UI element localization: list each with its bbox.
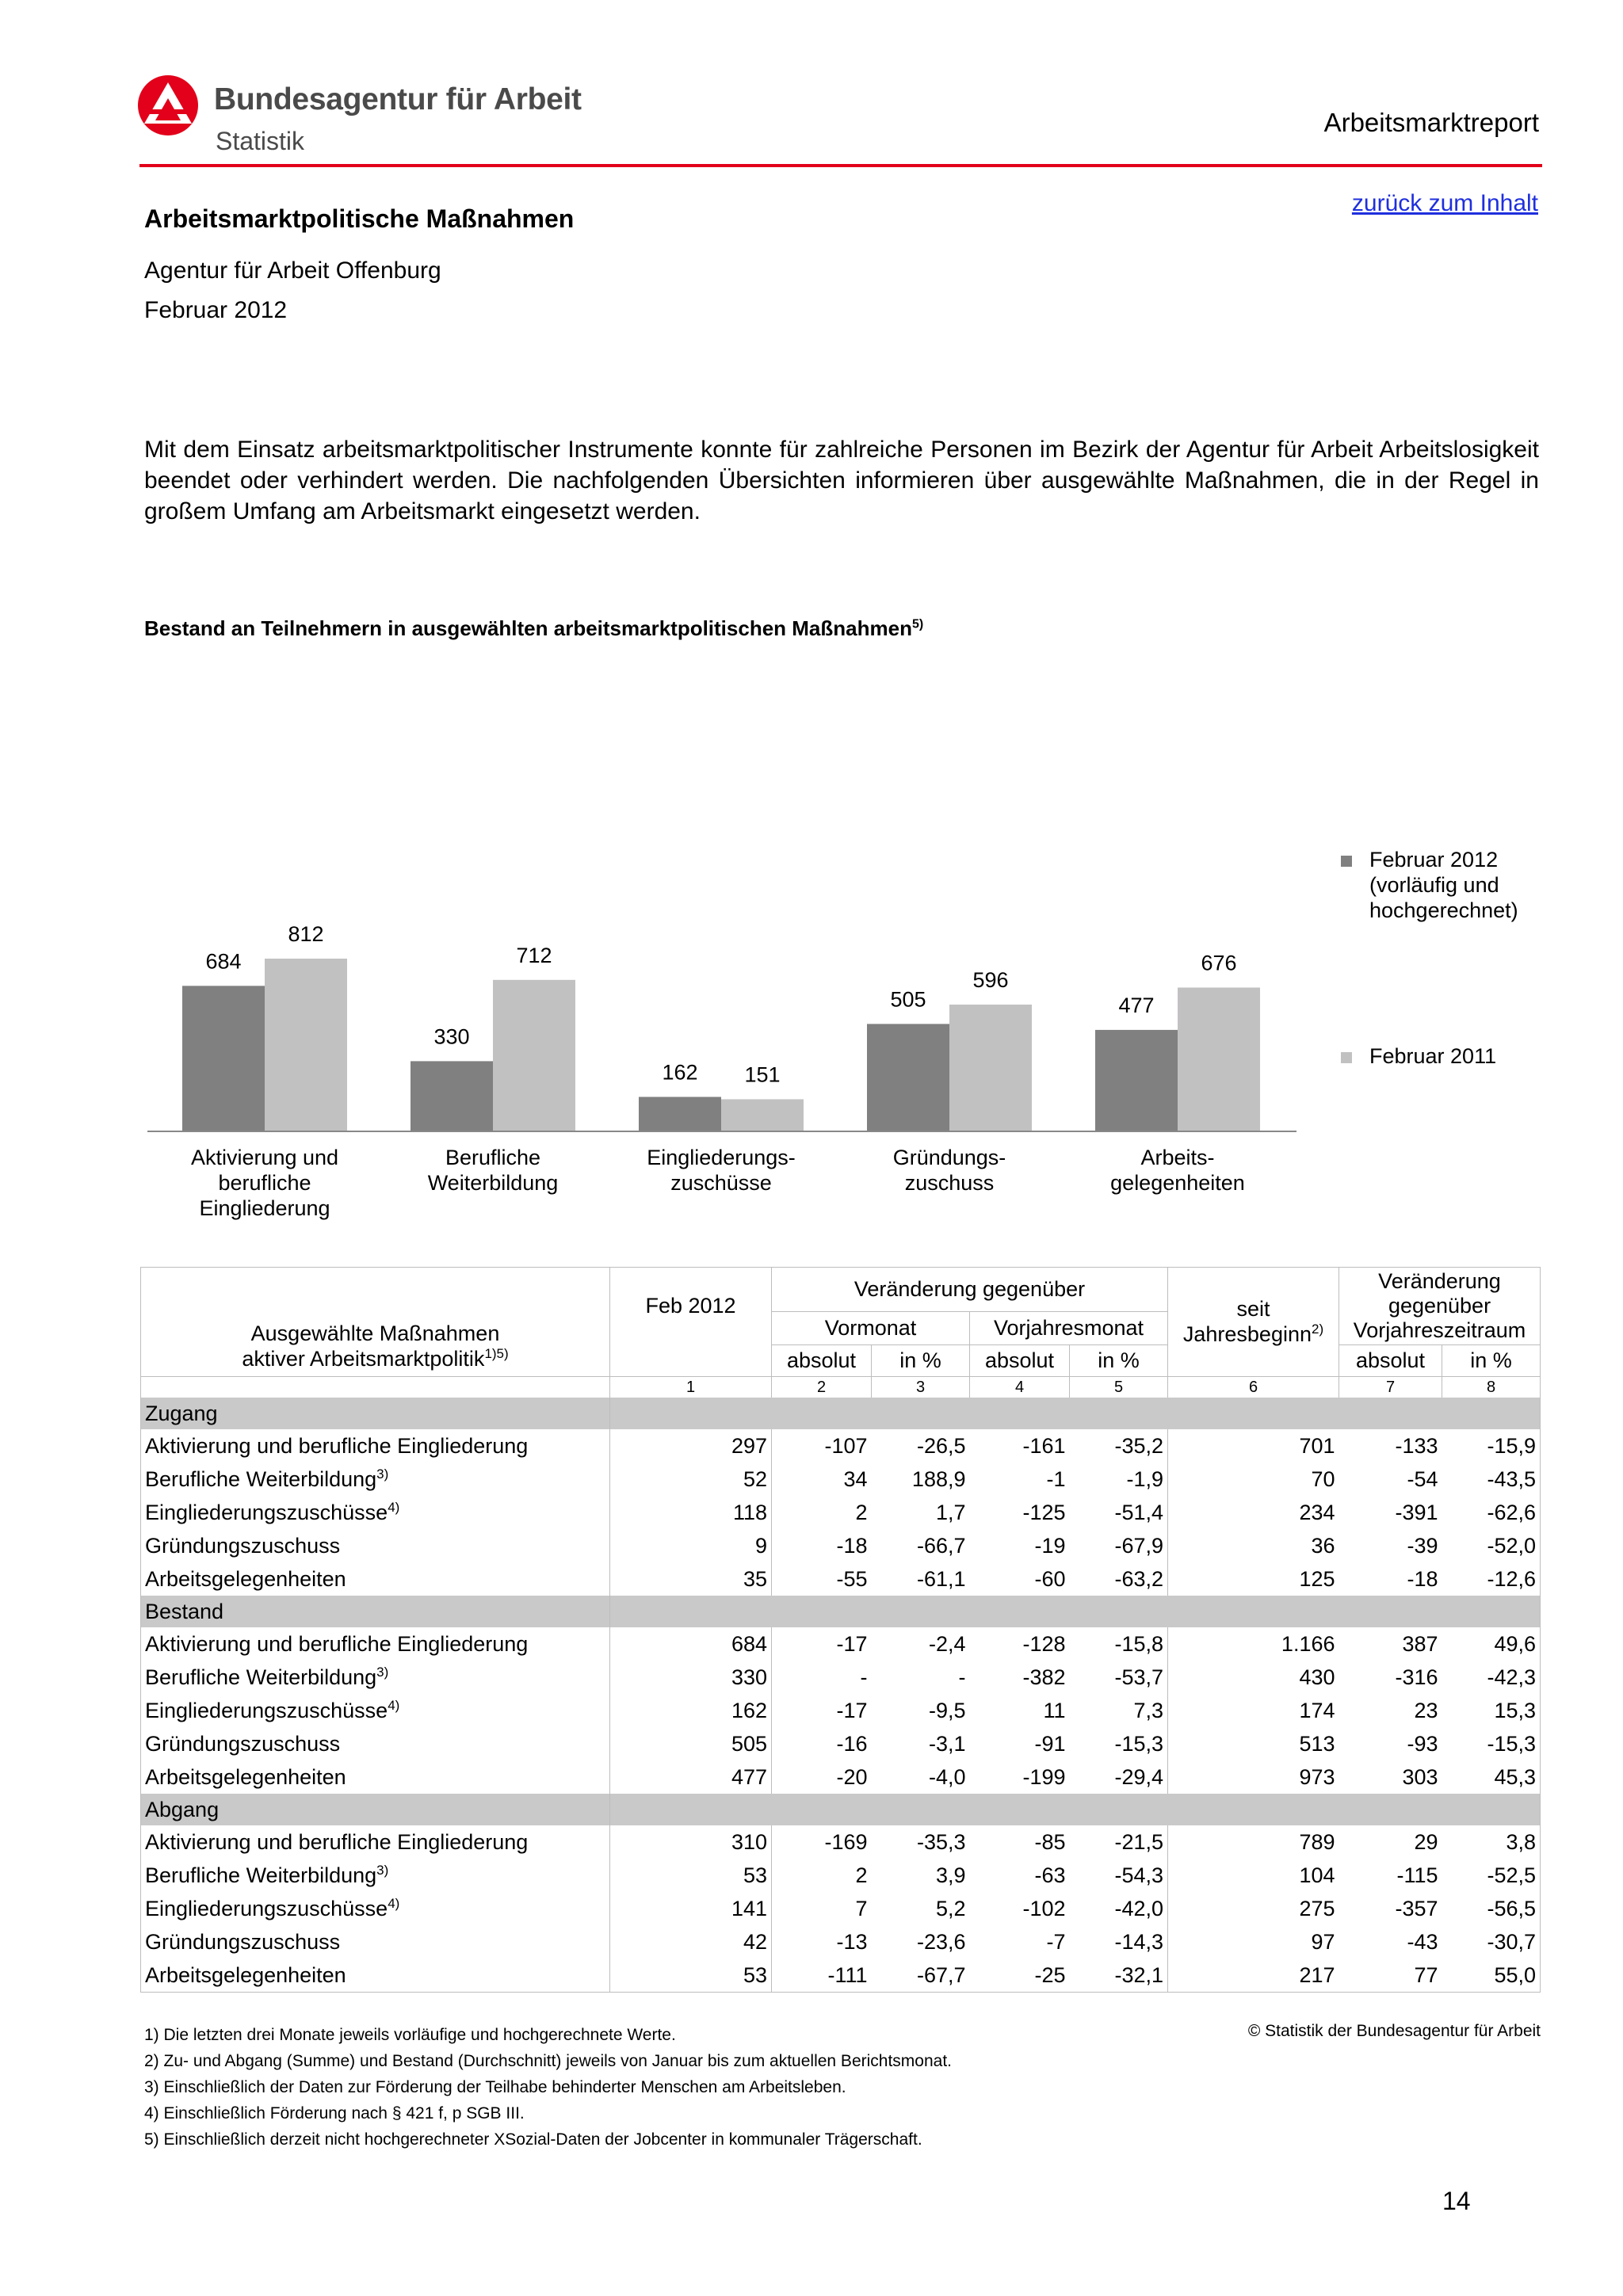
table-cell: -2,4 bbox=[928, 1631, 966, 1656]
table-cell: 973 bbox=[1168, 1760, 1339, 1794]
page-title: Arbeitsmarktpolitische Maßnahmen bbox=[144, 204, 575, 233]
table-cell: 53 bbox=[610, 1859, 772, 1892]
table-cell: 3,9 bbox=[935, 1863, 966, 1887]
table-cell: 234 bbox=[1168, 1496, 1339, 1529]
table-cell: -67,7 bbox=[872, 1958, 970, 1993]
table-cell: 34 bbox=[772, 1463, 872, 1496]
table-cell: -21,5 bbox=[1114, 1829, 1163, 1854]
table-row bbox=[141, 1661, 1541, 1694]
table-cell: 275 bbox=[1168, 1892, 1339, 1925]
table-cell: 36 bbox=[1168, 1529, 1339, 1562]
table-cell: 55,0 bbox=[1442, 1958, 1541, 1993]
bar-chart bbox=[0, 713, 1623, 1244]
bar-value-label: 712 bbox=[516, 943, 552, 967]
table-cell: 1,7 bbox=[935, 1500, 966, 1524]
bar-value-label: 477 bbox=[1118, 993, 1155, 1017]
table-cell: 49,6 bbox=[1442, 1627, 1541, 1661]
table-cell: 2 bbox=[772, 1496, 872, 1529]
header-measures-sup: 1)5) bbox=[484, 1346, 509, 1362]
table-cell: 297 bbox=[610, 1429, 772, 1463]
table-cell: -35,2 bbox=[1114, 1433, 1163, 1458]
header-pyp-line3: Vorjahreszeitraum bbox=[1353, 1318, 1526, 1343]
header-since-year-start bbox=[1168, 1268, 1339, 1377]
category-label: zuschüsse bbox=[670, 1171, 772, 1195]
table-cell: -52,5 bbox=[1442, 1859, 1541, 1892]
table-cell: 162 bbox=[610, 1694, 772, 1727]
table-cell: -316 bbox=[1395, 1665, 1438, 1689]
table-cell: -199 bbox=[1022, 1764, 1066, 1789]
table-row bbox=[141, 1825, 1541, 1859]
table-cell: -26,5 bbox=[916, 1433, 966, 1458]
table-body bbox=[141, 1398, 1541, 1993]
legend-label: (vorläufig und bbox=[1369, 873, 1499, 897]
row-label-text: Berufliche Weiterbildung bbox=[145, 1467, 377, 1491]
row-label-text: Gründungszuschuss bbox=[145, 1534, 341, 1558]
footnotes bbox=[144, 2022, 952, 2153]
table-cell: -7 bbox=[1046, 1929, 1066, 1954]
footnote: 5) Einschließlich derzeit nicht hochgerechneter XSozial-Daten der Jobcenter in kommunaler Trägerschaft. bbox=[144, 2130, 922, 2149]
chart-title-footnote: 5) bbox=[911, 617, 924, 631]
table-cell: 217 bbox=[1168, 1958, 1339, 1993]
bar-value-label: 162 bbox=[662, 1060, 698, 1085]
table-cell: 789 bbox=[1168, 1825, 1339, 1859]
row-label-text: Arbeitsgelegenheiten bbox=[145, 1567, 346, 1591]
brand-name: Bundesagentur für Arbeit bbox=[214, 82, 582, 116]
table-cell: 505 bbox=[610, 1727, 772, 1760]
table-cell: 52 bbox=[610, 1463, 772, 1496]
table-cell: -12,6 bbox=[1442, 1562, 1541, 1596]
bar-feb-2012 bbox=[411, 1061, 493, 1131]
table-cell: -133 bbox=[1395, 1433, 1438, 1458]
category-label: Arbeits- bbox=[1140, 1146, 1215, 1169]
table-row bbox=[141, 1958, 1541, 1993]
table-cell: 2 bbox=[772, 1859, 872, 1892]
intro-paragraph: Mit dem Einsatz arbeitsmarktpolitischer Instrumente konnte für zahlreiche Personen im Bezirk der Agentur für Arbeit Arbeitslosigkeit beendet oder verhindert werden. Die nachfolgenden Übersichten informieren über ausgewählte Maßnahmen, die in der Regel in großem Umfang am Arbeitsmarkt eingesetzt werden. bbox=[144, 437, 1539, 524]
row-label-text: Berufliche Weiterbildung bbox=[145, 1665, 377, 1689]
table-cell: 118 bbox=[610, 1496, 772, 1529]
bar-feb-2011 bbox=[265, 959, 347, 1131]
bar-value-label: 330 bbox=[433, 1024, 470, 1049]
footnote: 3) Einschließlich der Daten zur Förderung der Teilhabe behinderter Menschen am Arbeitsleben. bbox=[144, 2078, 846, 2096]
column-number: 8 bbox=[1442, 1377, 1541, 1398]
table-cell: 513 bbox=[1168, 1727, 1339, 1760]
table-cell: -67,9 bbox=[1114, 1533, 1163, 1558]
header-rule bbox=[139, 164, 1542, 167]
row-label bbox=[141, 1496, 610, 1529]
row-label-text: Aktivierung und berufliche Eingliederung bbox=[145, 1434, 529, 1458]
table-cell: 11 bbox=[1043, 1698, 1066, 1722]
row-label-footnote: 4) bbox=[388, 1896, 400, 1911]
table-cell: -17 bbox=[772, 1627, 872, 1661]
table-cell: 477 bbox=[610, 1760, 772, 1794]
row-label-text: Aktivierung und berufliche Eingliederung bbox=[145, 1830, 529, 1854]
table-cell: 141 bbox=[610, 1892, 772, 1925]
table-cell: -19 bbox=[1034, 1533, 1066, 1558]
bar-feb-2011 bbox=[493, 980, 575, 1131]
table-cell: 330 bbox=[610, 1661, 772, 1694]
bar-feb-2012 bbox=[867, 1024, 949, 1131]
row-label bbox=[141, 1760, 610, 1794]
row-label bbox=[141, 1727, 610, 1760]
row-label-footnote: 4) bbox=[388, 1500, 400, 1515]
table-cell: 3,8 bbox=[1442, 1825, 1541, 1859]
legend-label: Februar 2012 bbox=[1369, 848, 1499, 871]
table-cell: -115 bbox=[1396, 1863, 1438, 1887]
table-cell: -54 bbox=[1407, 1466, 1438, 1491]
category-label: Berufliche bbox=[445, 1146, 541, 1169]
legend-swatch bbox=[1341, 1052, 1352, 1063]
section-fill bbox=[610, 1398, 1541, 1429]
bar-feb-2011 bbox=[1178, 987, 1260, 1131]
table-cell: 125 bbox=[1168, 1562, 1339, 1596]
table-cell: -17 bbox=[772, 1694, 872, 1727]
report-name: Arbeitsmarktreport bbox=[1323, 108, 1539, 137]
table-cell: -43 bbox=[1407, 1929, 1438, 1954]
section-row bbox=[141, 1398, 1541, 1429]
bars-layer bbox=[182, 922, 1260, 1220]
table-cell: -25 bbox=[970, 1958, 1070, 1993]
table-cell: -32,1 bbox=[1070, 1958, 1168, 1993]
bar-value-label: 596 bbox=[972, 967, 1009, 992]
legend-swatch bbox=[1341, 856, 1352, 867]
table-row bbox=[141, 1925, 1541, 1958]
footnote: 2) Zu- und Abgang (Summe) und Bestand (Durchschnitt) jeweils von Januar bis zum aktuellen Berichtsmonat. bbox=[144, 2052, 952, 2070]
table-cell: -51,4 bbox=[1114, 1500, 1163, 1524]
table-cell: 9 bbox=[610, 1529, 772, 1562]
section-row bbox=[141, 1596, 1541, 1627]
row-label-text: Gründungszuschuss bbox=[145, 1930, 341, 1954]
chart-title-text: Bestand an Teilnehmern in ausgewählten arbeitsmarktpolitischen Maßnahmen bbox=[144, 616, 912, 640]
table-cell: -161 bbox=[1022, 1433, 1066, 1458]
table-row bbox=[141, 1760, 1541, 1794]
table-cell: -20 bbox=[772, 1760, 872, 1794]
table-cell: -91 bbox=[1034, 1731, 1066, 1756]
bar-feb-2011 bbox=[949, 1005, 1032, 1131]
table-cell: -128 bbox=[1022, 1631, 1066, 1656]
bar-feb-2012 bbox=[1095, 1030, 1178, 1131]
copyright-note: © Statistik der Bundesagentur für Arbeit bbox=[1247, 2022, 1541, 2040]
table-cell: - bbox=[958, 1665, 966, 1689]
row-label-text: Eingliederungszuschüsse bbox=[145, 1897, 388, 1920]
table-cell: -39 bbox=[1407, 1533, 1438, 1558]
table-cell: -9,5 bbox=[928, 1698, 966, 1722]
header-absolut: absolut bbox=[1339, 1345, 1442, 1377]
agency-name: Agentur für Arbeit Offenburg bbox=[144, 257, 441, 284]
row-label bbox=[141, 1825, 610, 1859]
row-label bbox=[141, 1859, 610, 1892]
row-label bbox=[141, 1463, 610, 1496]
table-cell: 303 bbox=[1402, 1764, 1438, 1789]
row-label bbox=[141, 1529, 610, 1562]
header-measures bbox=[141, 1268, 610, 1377]
row-label bbox=[141, 1562, 610, 1596]
ba-logo-icon bbox=[136, 74, 200, 136]
column-number: 6 bbox=[1168, 1377, 1339, 1398]
header-pyp-line2: gegenüber bbox=[1388, 1293, 1491, 1318]
bar-value-label: 505 bbox=[890, 987, 926, 1012]
table-cell: -52,0 bbox=[1442, 1529, 1541, 1562]
section-title: Bestand bbox=[141, 1596, 610, 1627]
table-row bbox=[141, 1463, 1541, 1496]
table-row bbox=[141, 1727, 1541, 1760]
column-number: 3 bbox=[872, 1377, 970, 1398]
table-cell: 15,3 bbox=[1442, 1694, 1541, 1727]
table-cell: -63,2 bbox=[1114, 1566, 1163, 1591]
row-label-text: Berufliche Weiterbildung bbox=[145, 1863, 377, 1887]
table-cell: -18 bbox=[1407, 1566, 1438, 1591]
row-label bbox=[141, 1958, 610, 1993]
table-cell: -15,3 bbox=[1442, 1727, 1541, 1760]
table-cell: - bbox=[772, 1661, 872, 1694]
table-cell: 7 bbox=[772, 1892, 872, 1925]
row-label-text: Eingliederungszuschüsse bbox=[145, 1699, 388, 1722]
table-cell: -93 bbox=[1407, 1731, 1438, 1756]
row-label bbox=[141, 1661, 610, 1694]
row-label-footnote: 3) bbox=[376, 1665, 389, 1680]
header-change: Veränderung gegenüber bbox=[772, 1268, 1168, 1312]
table-cell: -391 bbox=[1395, 1500, 1438, 1524]
table-cell: 104 bbox=[1168, 1859, 1339, 1892]
footnote: 1) Die letzten drei Monate jeweils vorläufige und hochgerechnete Werte. bbox=[144, 2026, 676, 2044]
table-cell: -42,0 bbox=[1114, 1896, 1163, 1920]
table-row bbox=[141, 1429, 1541, 1463]
table-cell: -169 bbox=[772, 1825, 872, 1859]
header-in-pct: in % bbox=[1442, 1345, 1541, 1377]
table-cell: 7,3 bbox=[1133, 1698, 1163, 1722]
footnote: 4) Einschließlich Förderung nach § 421 f, p SGB III. bbox=[144, 2104, 525, 2122]
column-number: 4 bbox=[970, 1377, 1070, 1398]
section-title: Abgang bbox=[141, 1794, 610, 1825]
table-cell: 1.166 bbox=[1168, 1627, 1339, 1661]
table-cell: -15,9 bbox=[1442, 1429, 1541, 1463]
header-since-sup: 2) bbox=[1312, 1322, 1324, 1337]
table-row bbox=[141, 1627, 1541, 1661]
header-since-line2: Jahresbeginn bbox=[1182, 1322, 1312, 1346]
table-cell: 97 bbox=[1168, 1925, 1339, 1958]
table-row bbox=[141, 1562, 1541, 1596]
table-cell: -357 bbox=[1395, 1896, 1438, 1920]
table-cell: -35,3 bbox=[916, 1829, 966, 1854]
table-cell: -29,4 bbox=[1114, 1764, 1163, 1789]
table-cell: -23,6 bbox=[916, 1929, 966, 1954]
table-cell: 701 bbox=[1168, 1429, 1339, 1463]
category-label: Eingliederungs- bbox=[647, 1146, 796, 1169]
row-label bbox=[141, 1892, 610, 1925]
table-cell: 387 bbox=[1402, 1631, 1438, 1656]
table-cell: -60 bbox=[1034, 1566, 1066, 1591]
header-in-pct: in % bbox=[872, 1345, 970, 1377]
row-label-footnote: 4) bbox=[388, 1698, 400, 1713]
row-label-text: Arbeitsgelegenheiten bbox=[145, 1765, 346, 1789]
table-cell: 45,3 bbox=[1442, 1760, 1541, 1794]
legend-label: hochgerechnet) bbox=[1369, 898, 1518, 922]
table-cell: -18 bbox=[772, 1529, 872, 1562]
table-row bbox=[141, 1892, 1541, 1925]
row-label bbox=[141, 1627, 610, 1661]
header-prev-year-month: Vorjahresmonat bbox=[970, 1312, 1168, 1345]
table-cell: 42 bbox=[610, 1925, 772, 1958]
table-cell: 35 bbox=[610, 1562, 772, 1596]
chart-legend bbox=[1341, 848, 1518, 1068]
table-row bbox=[141, 1496, 1541, 1529]
section-row bbox=[141, 1794, 1541, 1825]
bar-value-label: 812 bbox=[288, 921, 324, 946]
table-cell: -55 bbox=[772, 1562, 872, 1596]
table-row bbox=[141, 1529, 1541, 1562]
table-cell: -102 bbox=[1022, 1896, 1066, 1920]
row-label-footnote: 3) bbox=[376, 1863, 389, 1878]
table-cell: -125 bbox=[1022, 1500, 1066, 1524]
bar-value-label: 676 bbox=[1201, 951, 1237, 975]
colnum-empty bbox=[141, 1377, 610, 1398]
table-cell: -382 bbox=[1022, 1665, 1066, 1689]
table-cell: 174 bbox=[1168, 1694, 1339, 1727]
header-measures-line1: Ausgewählte Maßnahmen bbox=[250, 1322, 500, 1345]
column-number: 5 bbox=[1070, 1377, 1168, 1398]
table-row bbox=[141, 1859, 1541, 1892]
page-number: 14 bbox=[1442, 2187, 1471, 2215]
category-label: berufliche bbox=[218, 1171, 311, 1195]
header-prev-year-period bbox=[1339, 1268, 1541, 1345]
table-cell: -42,3 bbox=[1442, 1661, 1541, 1694]
header-in-pct: in % bbox=[1070, 1345, 1168, 1377]
row-label-text: Arbeitsgelegenheiten bbox=[145, 1963, 346, 1987]
category-label: Gründungs- bbox=[892, 1146, 1006, 1169]
table-cell: -16 bbox=[772, 1727, 872, 1760]
table-cell: -66,7 bbox=[916, 1533, 966, 1558]
bar-feb-2011 bbox=[721, 1099, 804, 1131]
header-absolut: absolut bbox=[970, 1345, 1070, 1377]
table-cell: 23 bbox=[1414, 1698, 1438, 1722]
table-cell: 188,9 bbox=[911, 1466, 966, 1491]
bar-value-label: 684 bbox=[205, 949, 242, 974]
table-row bbox=[141, 1694, 1541, 1727]
table-cell: 29 bbox=[1414, 1829, 1438, 1854]
column-number: 7 bbox=[1339, 1377, 1442, 1398]
header-since-line1: seit bbox=[1236, 1296, 1270, 1321]
table-cell: -56,5 bbox=[1442, 1892, 1541, 1925]
table-cell: -111 bbox=[772, 1958, 872, 1993]
table-cell: 70 bbox=[1168, 1463, 1339, 1496]
row-label bbox=[141, 1694, 610, 1727]
table-cell: -62,6 bbox=[1442, 1496, 1541, 1529]
section-fill bbox=[610, 1794, 1541, 1825]
table-cell: 77 bbox=[1339, 1958, 1442, 1993]
table-cell: 5,2 bbox=[935, 1896, 966, 1920]
column-number: 1 bbox=[610, 1377, 772, 1398]
header-prev-month: Vormonat bbox=[772, 1312, 970, 1345]
table-cell: -53,7 bbox=[1114, 1665, 1163, 1689]
section-title: Zugang bbox=[141, 1398, 610, 1429]
header-feb: Feb 2012 bbox=[610, 1268, 772, 1345]
column-number: 2 bbox=[772, 1377, 872, 1398]
bar-feb-2012 bbox=[639, 1097, 721, 1131]
measures-table bbox=[140, 1267, 1541, 1993]
legend-label: Februar 2011 bbox=[1369, 1044, 1497, 1068]
table-cell: -61,1 bbox=[916, 1566, 966, 1591]
table-cell: -15,3 bbox=[1114, 1731, 1163, 1756]
table-cell: -85 bbox=[1034, 1829, 1066, 1854]
back-to-contents-link[interactable]: zurück zum Inhalt bbox=[1351, 190, 1538, 216]
category-label: Aktivierung und bbox=[190, 1146, 339, 1169]
table-cell: -14,3 bbox=[1114, 1929, 1163, 1954]
table-cell: 684 bbox=[610, 1627, 772, 1661]
category-label: zuschuss bbox=[904, 1171, 995, 1195]
header-absolut: absolut bbox=[772, 1345, 872, 1377]
row-label-text: Gründungszuschuss bbox=[145, 1732, 341, 1756]
table-cell: -107 bbox=[772, 1429, 872, 1463]
table-cell: 310 bbox=[610, 1825, 772, 1859]
report-period: Februar 2012 bbox=[144, 297, 288, 323]
table-cell: 430 bbox=[1168, 1661, 1339, 1694]
category-label: gelegenheiten bbox=[1110, 1171, 1245, 1195]
row-label bbox=[141, 1429, 610, 1463]
bar-feb-2012 bbox=[182, 986, 265, 1131]
table-cell: -4,0 bbox=[928, 1764, 966, 1789]
table-cell: -54,3 bbox=[1114, 1863, 1163, 1887]
category-label: Weiterbildung bbox=[427, 1171, 559, 1195]
table-cell: -3,1 bbox=[928, 1731, 966, 1756]
header-pyp-line1: Veränderung bbox=[1378, 1268, 1501, 1293]
brand-subtitle: Statistik bbox=[216, 127, 305, 155]
row-label-footnote: 3) bbox=[376, 1466, 389, 1482]
table-cell: -13 bbox=[772, 1925, 872, 1958]
table-cell: 53 bbox=[610, 1958, 772, 1993]
row-label-text: Eingliederungszuschüsse bbox=[145, 1501, 388, 1524]
header-feb-empty bbox=[610, 1345, 772, 1377]
row-label-text: Aktivierung und berufliche Eingliederung bbox=[145, 1632, 529, 1656]
table-cell: -15,8 bbox=[1114, 1631, 1163, 1656]
chart-title bbox=[144, 616, 923, 641]
table-cell: -43,5 bbox=[1442, 1463, 1541, 1496]
table-cell: -1 bbox=[1046, 1466, 1066, 1491]
header-measures-line2: aktiver Arbeitsmarktpolitik bbox=[242, 1347, 485, 1371]
row-label bbox=[141, 1925, 610, 1958]
section-fill bbox=[610, 1596, 1541, 1627]
table-cell: -30,7 bbox=[1442, 1925, 1541, 1958]
bar-value-label: 151 bbox=[744, 1062, 781, 1087]
table-cell: -1,9 bbox=[1126, 1466, 1163, 1491]
category-label: Eingliederung bbox=[199, 1196, 330, 1220]
table-cell: -63 bbox=[1034, 1863, 1066, 1887]
